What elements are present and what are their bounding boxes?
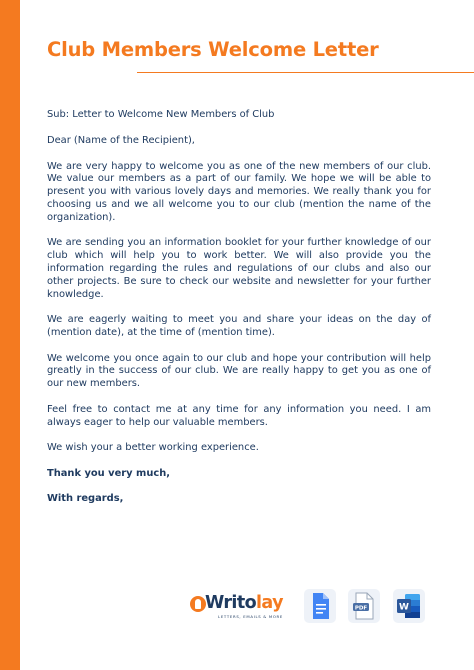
letter-closing: Thank you very much, [47, 467, 170, 479]
title-underline [137, 72, 474, 73]
logo-tagline: LETTERS, EMAILS & MORE [218, 614, 283, 619]
footer [190, 589, 430, 625]
letter-paragraph: We welcome you once again to our club and hope your contribution will help greatly in the success of our club. We are really happy to get you as one of our new members. [47, 352, 431, 390]
word-label: W [399, 602, 409, 613]
orange-side-bar [0, 0, 20, 670]
letter-subject: Sub: Letter to Welcome New Members of Club [47, 109, 275, 120]
letter-paragraph: Feel free to contact me at any time for any information you need. I am always eager to help our valuable members. [47, 403, 431, 428]
letter-paragraph: We are sending you an information booklet for your further knowledge of our club which will help you to work better. We will also provide you the information regarding the rules and regulations of our clubs and also our other projects. Be sure to check our website and newsletter for your further knowledge. [47, 237, 431, 300]
letter-paragraph: We are eagerly waiting to meet you and share your ideas on the day of (mention date), at the time of (mention time). [47, 314, 431, 338]
logo-wordmark [205, 593, 283, 613]
letter-salutation: Dear (Name of the Recipient), [47, 134, 195, 146]
letter-body [47, 109, 431, 505]
pdf-icon[interactable] [348, 589, 380, 623]
logo-word-main: Writo [205, 593, 257, 613]
logo-word-accent: lay [256, 593, 283, 613]
letter-signoff: With regards, [47, 492, 124, 504]
writolay-logo[interactable] [190, 594, 290, 620]
pdf-label: PDF [354, 605, 368, 612]
page-title: Club Members Welcome Letter [47, 38, 379, 61]
logo-mark-icon [190, 596, 206, 612]
letter-paragraph: We wish your a better working experience. [47, 442, 259, 454]
letter-paragraph: We are very happy to welcome you as one of the new members of our club. We value our members as a part of our family. We hope we will be able to present you with various lovely days and memories. We really thank you for choosing us and we all welcome you to our club (mention the name of the organization). [47, 160, 431, 223]
word-icon[interactable] [393, 589, 425, 623]
google-docs-icon[interactable] [304, 589, 336, 623]
